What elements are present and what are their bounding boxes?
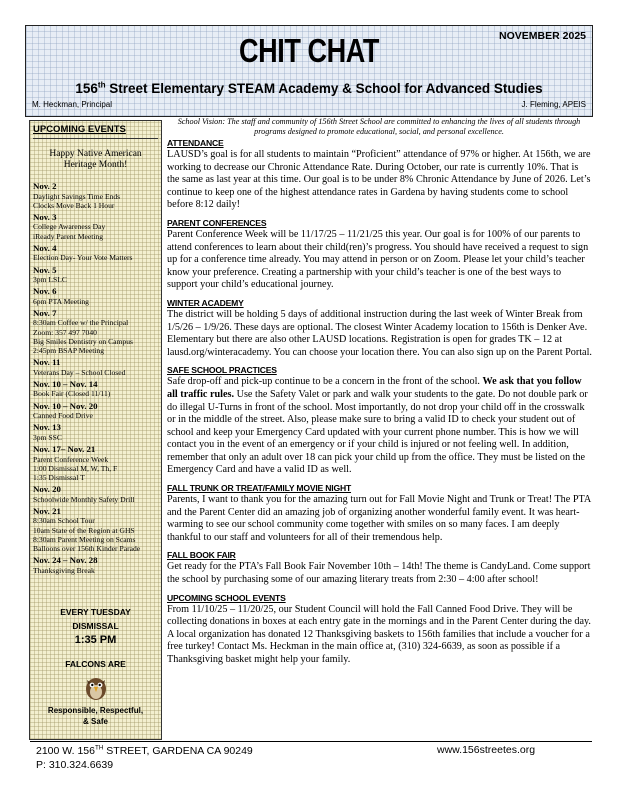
event-detail: Clocks Move Back 1 Hour <box>33 200 115 210</box>
event-date: Nov. 21 <box>33 505 61 516</box>
event-detail: Canned Food Drive <box>33 411 93 421</box>
principal-name: M. Heckman, Principal <box>32 100 113 109</box>
school-phone: P: 310.324.6639 <box>36 759 114 771</box>
event-date: Nov. 10 – Nov. 20 <box>33 400 98 411</box>
section-body: LAUSD’s goal is for all students to maintain “Proficient” attendance of 97% or higher. At 156th, we are working to decrease our Chronic Attendance Rate. During October, our rate is currently 10%. That is the same as last year at this time. Our goal is to be under 8% Chronic Attendance by June of 2026. Let’s continue to keep one of the highest attendance rates in Gardena by having students come to school before 8:12 daily! <box>167 149 591 211</box>
section-body: From 11/10/25 – 11/20/25, our Student Council will hold the Fall Canned Food Drive. They will be collecting donations in boxes at each entry gate in the mornings and in the Parent Center during the day. A local organization has donated 12 Thanksgiving baskets to 156th families that include a voucher for a free turkey! Contact Ms. Heckman in the main office at, (310) 324-6639, as soon as possible if a Thanksgiving basket might help your family. <box>167 603 591 665</box>
tuesday-dismissal: EVERY TUESDAY DISMISSAL 1:35 PM <box>30 605 161 647</box>
traffic-rules-emphasis: We ask that you follow all traffic rules. <box>167 376 582 400</box>
section-upcoming-school-events <box>167 593 592 667</box>
masthead <box>25 25 593 117</box>
event-item <box>33 181 160 210</box>
event-detail: 1:35 Dismissal T <box>33 472 85 482</box>
event-item <box>33 308 160 355</box>
section-book-fair <box>167 550 592 586</box>
event-item <box>33 379 160 399</box>
section-heading: UPCOMING SCHOOL EVENTS <box>167 592 286 603</box>
sidebar-divider <box>33 138 158 139</box>
section-safe-school-practices <box>167 365 592 477</box>
event-detail: Veterans Day – School Closed <box>33 367 126 377</box>
section-heading: PARENT CONFERENCES <box>167 217 267 228</box>
event-item <box>33 212 160 241</box>
footer-divider <box>30 741 592 742</box>
section-heading: WINTER ACADEMY <box>167 297 244 308</box>
event-date: Nov. 6 <box>33 286 57 297</box>
event-date: Nov. 11 <box>33 357 61 368</box>
issue-date: NOVEMBER 2025 <box>499 30 586 42</box>
newsletter-title: CHIT CHAT <box>238 32 380 69</box>
event-detail: College Awareness Day <box>33 222 106 232</box>
section-body: The district will be holding 5 days of additional instruction during the last week of Winter Break from 1/5/26 – 1/9/26. These days are optional. The closest Winter Academy location to 156th is Denker Ave. Elementary but there are also other LAUSD locations. Registration is open for grades TK – 12 at lausd.org/winteracademy. You can choose your location there. You can also sign up on the Parent Portal. <box>167 308 592 358</box>
event-detail: Daylight Savings Time Ends <box>33 191 121 201</box>
section-heading: SAFE SCHOOL PRACTICES <box>167 365 277 376</box>
event-date: Nov. 5 <box>33 264 57 275</box>
falcons-label: FALCONS ARE <box>65 659 126 669</box>
event-item <box>33 243 160 263</box>
event-detail: Thanksgiving Break <box>33 565 95 575</box>
event-item <box>33 265 160 285</box>
section-attendance <box>167 138 592 212</box>
event-date: Nov. 4 <box>33 242 57 253</box>
apeis-name: J. Fleming, APEIS <box>521 100 586 109</box>
events-sidebar <box>29 120 162 740</box>
event-date: Nov. 2 <box>33 181 57 191</box>
event-date: Nov. 10 – Nov. 14 <box>33 378 98 389</box>
event-date: Nov. 24 – Nov. 28 <box>33 555 98 566</box>
event-item <box>33 286 160 306</box>
section-body: Safe drop-off and pick-up continue to be a concern in the front of the school. We ask that you follow all traffic rules. Use the Safety Valet or park and walk your students to the gate. Do not double park or do illegal U-Turns in front of the school. Most importantly, do not drop your child off in the crosswalk or in the middle of the street. Also, please make sure to bring a valid ID to check your student out of school and keep your Emergency Card updated with your current phone number. This is how we will contact you in the event of an emergency or if your child is injured or not feeling well. In addition, remember that only an adult over 18 can pick your child up from the office. They must be listed on the Emergency Card and have a valid ID as well. <box>167 376 588 476</box>
event-item <box>33 357 160 377</box>
event-detail: 2:45pm BSAP Meeting <box>33 346 105 356</box>
event-detail: Big Smiles Dentistry on Campus <box>33 336 133 346</box>
event-item <box>33 444 160 482</box>
section-trunk-or-treat <box>167 483 592 544</box>
event-date: Nov. 17– Nov. 21 <box>33 444 96 455</box>
event-detail: 8:30am Parent Meeting on Scams <box>33 534 136 544</box>
section-body: Get ready for the PTA’s Fall Book Fair November 10th – 14th! The theme is CandyLand. Come support the school by purchasing some of our amazing literary treats from 2:30 – 4:00 after school! <box>167 561 591 586</box>
event-item <box>33 506 160 553</box>
event-detail: 3pm LSLC <box>33 275 67 285</box>
event-detail: Parent Conference Week <box>33 454 109 464</box>
section-winter-academy <box>167 298 592 359</box>
event-item <box>33 401 160 421</box>
event-item <box>33 555 160 575</box>
dismissal-time: 1:35 PM <box>74 634 117 646</box>
section-heading: FALL TRUNK OR TREAT/FAMILY MOVIE NIGHT <box>167 483 352 494</box>
event-detail: Balloons over 156th Kinder Parade <box>33 543 141 553</box>
event-date: Nov. 20 <box>33 484 61 495</box>
event-detail: 1:00 Dismissal M, W, Th, F <box>33 463 118 473</box>
heritage-message: Happy Native American Heritage Month! <box>49 149 142 170</box>
section-body: Parent Conference Week will be 11/17/25 – 11/21/25 this year. Our goal is for 100% of our parents to attend conferences to learn about their child(ren)’s progress. You should have received a request to sign up for a conference time already. You may attend in person or on Zoom. Please let your child’s teacher know your preference. Creating a partnership with your child’s teacher is one of the best ways to support your child’s educational journey. <box>167 228 589 291</box>
school-website[interactable]: www.156streetes.org <box>437 744 536 756</box>
event-date: Nov. 7 <box>33 307 57 318</box>
events-list <box>33 179 160 575</box>
event-detail: 3pm SSC <box>33 432 62 442</box>
sidebar-heading: UPCOMING EVENTS <box>33 124 126 135</box>
school-name: 156th Street Elementary STEAM Academy & School for Advanced Studies <box>75 80 543 96</box>
event-detail: iReady Parent Meeting <box>33 231 104 241</box>
event-detail: Election Day- Your Vote Matters <box>33 253 133 263</box>
event-item <box>33 484 160 504</box>
school-motto: Responsible, Respectful, & Safe <box>47 706 144 726</box>
main-content <box>167 138 592 673</box>
section-heading: ATTENDANCE <box>167 138 224 148</box>
event-detail: 8:30am Coffee w/ the Principal <box>33 318 129 328</box>
event-item <box>33 422 160 442</box>
school-address: 2100 W. 156TH STREET, GARDENA CA 90249 P: 310.324.6639 <box>36 744 253 771</box>
event-date: Nov. 13 <box>33 422 61 433</box>
event-detail: 10am State of the Region at GHS <box>33 525 135 535</box>
section-parent-conferences <box>167 218 592 292</box>
event-date: Nov. 3 <box>33 211 57 222</box>
event-detail: Book Fair (Closed 11/11) <box>33 389 111 399</box>
school-vision: School Vision: The staff and community of 156th Street School are committed to enhancing the lives of all students through programs designed to promote educational, social, and personal excellence. <box>177 117 581 136</box>
section-heading: FALL BOOK FAIR <box>167 550 236 561</box>
event-detail: 6pm PTA Meeting <box>33 296 89 306</box>
event-detail: Zoom: 357 497 7040 <box>33 327 97 337</box>
event-detail: Schoolwide Monthly Safety Drill <box>33 494 135 504</box>
falcon-mascot-icon <box>82 674 110 702</box>
section-body: Parents, I want to thank you for the amazing turn out for Fall Movie Night and Trunk or Treat! The PTA and the Parent Center did an amazing job of organizing another wonderful family event. It was heart-warming to see our school community come together with smiles on so many faces. I am deeply thankful to our staff and volunteers for all of their tremendous help. <box>167 494 591 543</box>
event-detail: 8:30am School Tour <box>33 516 95 526</box>
